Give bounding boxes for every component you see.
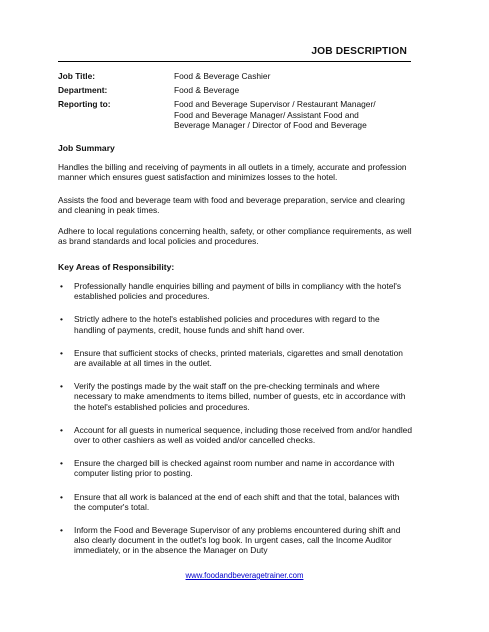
reporting-row <box>58 99 413 130</box>
job-title-label: Job Title: <box>58 71 96 81</box>
list-item <box>58 525 413 556</box>
list-item-text: Account for all guests in numerical sequence, including those received from and/or handled over to other cashiers as well as voided and/or cancelled checks. <box>74 424 412 446</box>
bullet-icon: • <box>60 281 63 291</box>
list-item <box>58 348 413 368</box>
responsibilities-list <box>58 281 413 569</box>
reporting-line: Food and Beverage Manager/ Assistant Food and <box>174 109 359 120</box>
list-item <box>58 458 413 478</box>
list-item-text: Ensure that all work is balanced at the end of each shift and that the total, balances with the computer's total. <box>74 491 400 512</box>
job-info-block <box>58 71 413 134</box>
list-item <box>58 381 413 412</box>
bullet-icon: • <box>60 525 63 536</box>
summary-paragraph: Assists the food and beverage team with food and beverage preparation, service and clearing and cleaning in peak times. <box>58 195 405 216</box>
department-row <box>58 85 413 95</box>
job-summary-heading: Job Summary <box>58 143 115 153</box>
list-item-text: Strictly adhere to the hotel's established policies and procedures with regard to the handling of payments, credit, house funds and shift hand over. <box>74 314 380 335</box>
responsibilities-heading: Key Areas of Responsibility: <box>58 262 175 272</box>
list-item <box>58 425 413 445</box>
bullet-icon: • <box>60 458 63 469</box>
bullet-icon: • <box>60 347 63 358</box>
reporting-value <box>174 99 413 130</box>
job-title-row <box>58 71 413 81</box>
reporting-line: Food and Beverage Supervisor / Restaurant Manager/ <box>174 99 376 110</box>
title-divider <box>58 61 411 62</box>
document-title: JOB DESCRIPTION <box>311 46 407 57</box>
bullet-icon: • <box>60 491 63 502</box>
department-label: Department: <box>58 85 108 96</box>
list-item <box>58 314 413 334</box>
reporting-line: Beverage Manager / Director of Food and Beverage <box>174 119 367 130</box>
reporting-label: Reporting to: <box>58 99 111 110</box>
department-value: Food & Beverage <box>174 85 240 96</box>
bullet-icon: • <box>60 424 63 435</box>
list-item-text: Inform the Food and Beverage Supervisor of any problems encountered during shift and also clearly document in the outlet's log book. In urgent cases, call the Income Auditor immediately, or in the absence the Manager on Duty <box>74 525 401 556</box>
list-item-text: Ensure the charged bill is checked against room number and name in accordance with computer listing prior to posting. <box>74 458 395 479</box>
list-item <box>58 492 413 512</box>
list-item-text: Ensure that sufficient stocks of checks, printed materials, cigarettes and small denotation are available at all times in the outlet. <box>74 347 403 369</box>
bullet-icon: • <box>60 381 63 392</box>
summary-paragraph: Handles the billing and receiving of payments in all outlets in a timely, accurate and profession manner which ensures guest satisfaction and minimizes losses to the hotel. <box>58 162 407 183</box>
summary-paragraph: Adhere to local regulations concerning health, safety, or other compliance requirements, as well as brand standards and local policies and procedures. <box>58 226 412 247</box>
list-item-text: Professionally handle enquiries billing and payment of bills in compliancy with the hotel's established policies and procedures. <box>74 281 402 302</box>
job-title-value: Food & Beverage Cashier <box>174 71 271 81</box>
bullet-icon: • <box>60 314 63 325</box>
list-item <box>58 281 413 301</box>
website-link[interactable]: www.foodandbeveragetrainer.com <box>185 571 304 580</box>
list-item-text: Verify the postings made by the wait staff on the pre-checking terminals and where necessary to make amendments to items billed, number of guests, etc in accordance with the hotel's established policies and procedures. <box>74 381 406 412</box>
